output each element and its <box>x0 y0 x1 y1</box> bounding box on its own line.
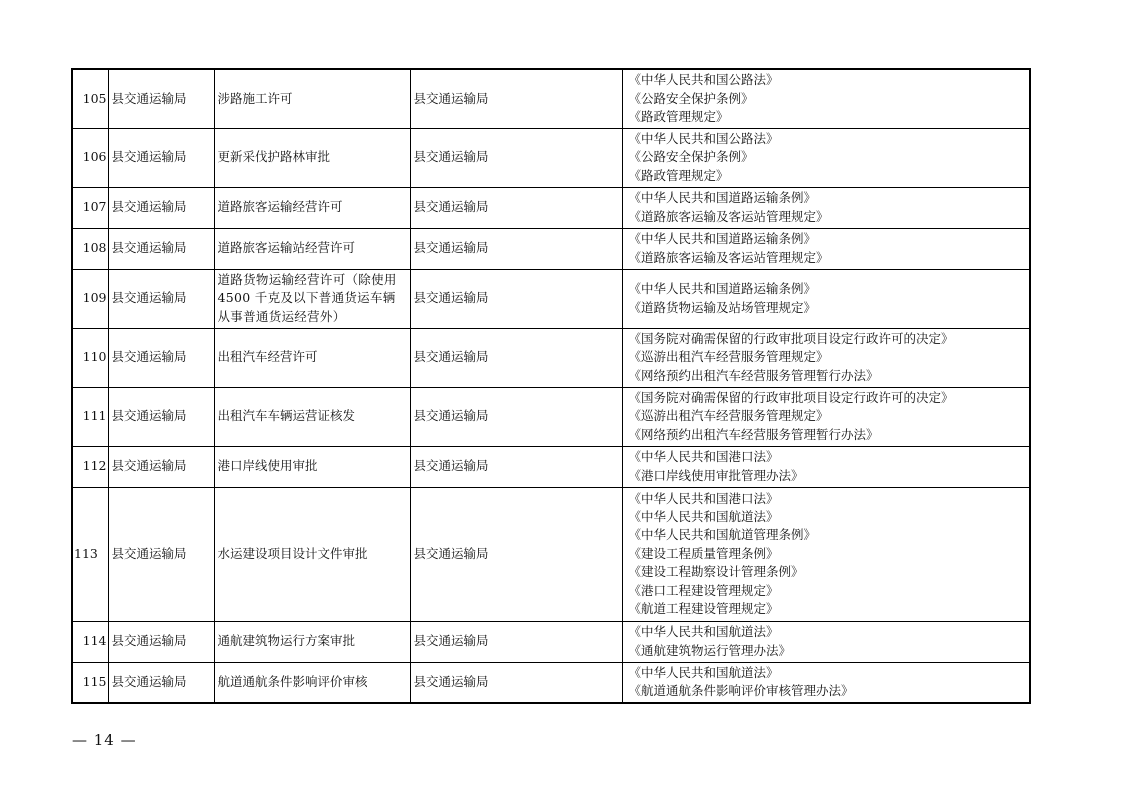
item-number: 111 <box>72 387 108 446</box>
legal-basis-cell <box>622 662 1030 703</box>
legal-basis-cell <box>622 387 1030 446</box>
implementing-body-cell: 县交通运输局 <box>410 662 622 703</box>
legal-basis-line: 《中华人民共和国道路运输条例》 <box>628 231 817 247</box>
implementing-body-cell: 县交通运输局 <box>410 128 622 187</box>
implementing-body-cell: 县交通运输局 <box>410 387 622 446</box>
table-row <box>72 621 1030 662</box>
item-number: 113 <box>72 487 108 621</box>
item-number: 109 <box>72 269 108 328</box>
item-name-cell: 涉路施工许可 <box>214 69 410 128</box>
legal-basis-line: 《巡游出租汽车经营服务管理规定》 <box>628 408 829 424</box>
legal-basis-line: 《国务院对确需保留的行政审批项目设定行政许可的决定》 <box>628 389 954 405</box>
implementing-body-cell: 县交通运输局 <box>410 621 622 662</box>
legal-basis-cell <box>622 128 1030 187</box>
item-name-cell: 道路旅客运输经营许可 <box>214 187 410 228</box>
department-cell: 县交通运输局 <box>108 621 214 662</box>
table-row <box>72 128 1030 187</box>
item-name-cell: 出租汽车车辆运营证核发 <box>214 387 410 446</box>
department-cell: 县交通运输局 <box>108 269 214 328</box>
table-row <box>72 387 1030 446</box>
permit-items-table <box>71 68 1031 704</box>
legal-basis-line: 《国务院对确需保留的行政审批项目设定行政许可的决定》 <box>628 330 954 346</box>
implementing-body-cell: 县交通运输局 <box>410 69 622 128</box>
legal-basis-line: 《中华人民共和国港口法》 <box>628 449 779 465</box>
item-number: 108 <box>72 228 108 269</box>
legal-basis-line: 《中华人民共和国航道法》 <box>628 664 779 680</box>
legal-basis-line: 《中华人民共和国公路法》 <box>628 72 779 88</box>
table-row <box>72 228 1030 269</box>
implementing-body-cell: 县交通运输局 <box>410 328 622 387</box>
table-row <box>72 269 1030 328</box>
item-name-cell: 水运建设项目设计文件审批 <box>214 487 410 621</box>
legal-basis-line: 《通航建筑物运行管理办法》 <box>628 642 792 658</box>
item-name-cell: 出租汽车经营许可 <box>214 328 410 387</box>
item-name-cell: 道路货物运输经营许可（除使用 4500 千克及以下普通货运车辆从事普通货运经营外） <box>214 269 410 328</box>
implementing-body-cell: 县交通运输局 <box>410 446 622 487</box>
department-cell: 县交通运输局 <box>108 487 214 621</box>
item-number: 114 <box>72 621 108 662</box>
legal-basis-line: 《网络预约出租汽车经营服务管理暂行办法》 <box>628 367 879 383</box>
legal-basis-line: 《建设工程质量管理条例》 <box>628 545 779 561</box>
legal-basis-cell <box>622 269 1030 328</box>
item-name-cell: 道路旅客运输站经营许可 <box>214 228 410 269</box>
item-number: 110 <box>72 328 108 387</box>
item-number: 105 <box>72 69 108 128</box>
department-cell: 县交通运输局 <box>108 662 214 703</box>
legal-basis-line: 《路政管理规定》 <box>628 108 729 124</box>
legal-basis-cell <box>622 487 1030 621</box>
item-name-cell: 航道通航条件影响评价审核 <box>214 662 410 703</box>
implementing-body-cell: 县交通运输局 <box>410 487 622 621</box>
implementing-body-cell: 县交通运输局 <box>410 187 622 228</box>
table-row <box>72 446 1030 487</box>
legal-basis-line: 《港口工程建设管理规定》 <box>628 582 779 598</box>
department-cell: 县交通运输局 <box>108 128 214 187</box>
legal-basis-line: 《建设工程勘察设计管理条例》 <box>628 564 804 580</box>
legal-basis-line: 《网络预约出租汽车经营服务管理暂行办法》 <box>628 426 879 442</box>
department-cell: 县交通运输局 <box>108 446 214 487</box>
legal-basis-line: 《中华人民共和国道路运输条例》 <box>628 190 817 206</box>
legal-basis-cell <box>622 621 1030 662</box>
item-number: 115 <box>72 662 108 703</box>
department-cell: 县交通运输局 <box>108 69 214 128</box>
item-name-cell: 港口岸线使用审批 <box>214 446 410 487</box>
item-name-cell: 通航建筑物运行方案审批 <box>214 621 410 662</box>
legal-basis-line: 《道路货物运输及站场管理规定》 <box>628 299 817 315</box>
table-row <box>72 187 1030 228</box>
department-cell: 县交通运输局 <box>108 328 214 387</box>
table-row <box>72 487 1030 621</box>
legal-basis-cell <box>622 228 1030 269</box>
legal-basis-line: 《航道工程建设管理规定》 <box>628 601 779 617</box>
table-row <box>72 328 1030 387</box>
legal-basis-line: 《中华人民共和国航道管理条例》 <box>628 527 817 543</box>
legal-basis-line: 《道路旅客运输及客运站管理规定》 <box>628 249 829 265</box>
legal-basis-cell <box>622 446 1030 487</box>
legal-basis-cell <box>622 69 1030 128</box>
legal-basis-line: 《公路安全保护条例》 <box>628 149 754 165</box>
table-row <box>72 662 1030 703</box>
item-number: 107 <box>72 187 108 228</box>
department-cell: 县交通运输局 <box>108 228 214 269</box>
legal-basis-cell <box>622 328 1030 387</box>
legal-basis-line: 《中华人民共和国公路法》 <box>628 130 779 146</box>
legal-basis-line: 《道路旅客运输及客运站管理规定》 <box>628 208 829 224</box>
legal-basis-line: 《巡游出租汽车经营服务管理规定》 <box>628 349 829 365</box>
implementing-body-cell: 县交通运输局 <box>410 228 622 269</box>
item-name-cell: 更新采伐护路林审批 <box>214 128 410 187</box>
legal-basis-line: 《港口岸线使用审批管理办法》 <box>628 467 804 483</box>
department-cell: 县交通运输局 <box>108 187 214 228</box>
item-number: 106 <box>72 128 108 187</box>
implementing-body-cell: 县交通运输局 <box>410 269 622 328</box>
legal-basis-line: 《中华人民共和国航道法》 <box>628 508 779 524</box>
legal-basis-line: 《航道通航条件影响评价审核管理办法》 <box>628 683 854 699</box>
table-row <box>72 69 1030 128</box>
legal-basis-line: 《公路安全保护条例》 <box>628 90 754 106</box>
department-cell: 县交通运输局 <box>108 387 214 446</box>
legal-basis-line: 《中华人民共和国港口法》 <box>628 490 779 506</box>
legal-basis-line: 《路政管理规定》 <box>628 167 729 183</box>
page-number: — 14 — <box>72 731 137 749</box>
legal-basis-line: 《中华人民共和国航道法》 <box>628 624 779 640</box>
item-number: 112 <box>72 446 108 487</box>
legal-basis-line: 《中华人民共和国道路运输条例》 <box>628 281 817 297</box>
legal-basis-cell <box>622 187 1030 228</box>
